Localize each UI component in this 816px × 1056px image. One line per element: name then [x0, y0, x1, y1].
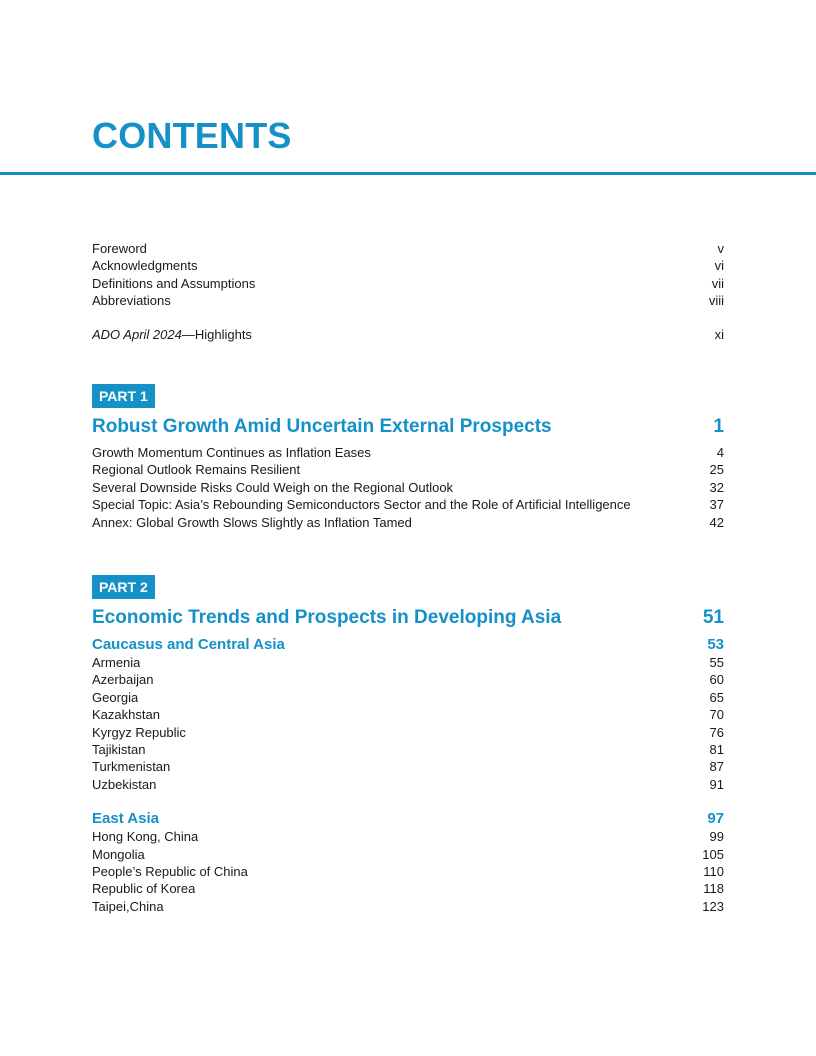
section-title: Caucasus and Central Asia — [92, 636, 285, 653]
toc-entry[interactable] — [92, 479, 724, 496]
toc-entry[interactable] — [92, 706, 724, 723]
toc-entry-page: 118 — [703, 881, 724, 897]
toc-entry[interactable] — [92, 444, 724, 461]
toc-entry-page: 42 — [709, 514, 724, 530]
toc-entry-label: Abbreviations — [92, 293, 171, 309]
toc-entry-label: Special Topic: Asia’s Rebounding Semiconductors Sector and the Role of Artificial Intelligence — [92, 497, 631, 513]
toc-entry-label: Definitions and Assumptions — [92, 275, 256, 291]
toc-entry-label: Kazakhstan — [92, 707, 160, 723]
toc-entry-page: 123 — [702, 898, 724, 914]
toc-entry-page: viii — [708, 293, 724, 309]
toc-entry-label: Several Downside Risks Could Weigh on the Regional Outlook — [92, 479, 454, 495]
toc-entry-label: People’s Republic of China — [92, 863, 248, 879]
part2-block — [92, 575, 724, 915]
toc-entry-abbreviations[interactable] — [92, 292, 724, 309]
highlights-entry-wrap — [92, 326, 724, 343]
section-title: East Asia — [92, 810, 159, 828]
highlights-rest-label: —Highlights — [181, 327, 252, 342]
toc-entry-page: vi — [714, 258, 724, 274]
toc-entry-page: 81 — [709, 741, 724, 757]
toc-entry[interactable] — [92, 514, 724, 531]
toc-entry[interactable] — [92, 461, 724, 478]
front-matter-list — [92, 240, 724, 310]
toc-entry[interactable] — [92, 846, 724, 863]
toc-entry-page: 105 — [702, 846, 724, 862]
toc-entry-label: Taipei,China — [92, 898, 164, 914]
part1-badge: PART 1 — [92, 384, 155, 408]
toc-entry-page: 91 — [709, 776, 724, 792]
toc-entry-highlights[interactable] — [92, 326, 724, 343]
toc-entry-definitions[interactable] — [92, 275, 724, 292]
toc-entry-page: v — [717, 241, 724, 256]
toc-entry[interactable] — [92, 724, 724, 741]
toc-entry-label: Growth Momentum Continues as Inflation Eases — [92, 445, 371, 460]
toc-entry-label: Hong Kong, China — [92, 829, 199, 845]
toc-entry-page: 55 — [709, 655, 724, 670]
section-page: 53 — [707, 636, 724, 653]
part2-title-row[interactable] — [92, 605, 724, 631]
toc-entry-label: Uzbekistan — [92, 776, 157, 792]
toc-entry-page: vii — [711, 275, 724, 291]
toc-entry[interactable] — [92, 898, 724, 915]
toc-entry-label: Regional Outlook Remains Resilient — [92, 462, 301, 478]
toc-entry-label: Acknowledgments — [92, 258, 198, 274]
toc-entry[interactable] — [92, 496, 724, 513]
toc-entry-page: xi — [714, 327, 724, 342]
part2-badge: PART 2 — [92, 575, 155, 599]
toc-entry-page: 4 — [716, 445, 724, 460]
part1-block — [92, 384, 724, 531]
section-title-row[interactable] — [92, 635, 724, 654]
toc-entry-acknowledgments[interactable] — [92, 257, 724, 274]
toc-entry-foreword[interactable] — [92, 240, 724, 257]
toc-entry-page: 110 — [703, 863, 724, 879]
toc-entry-label: Turkmenistan — [92, 759, 171, 775]
toc-entry-page: 60 — [709, 672, 724, 688]
toc-entry[interactable] — [92, 758, 724, 775]
toc-entry-page: 99 — [709, 829, 724, 845]
toc-entry-page: 76 — [709, 724, 724, 740]
toc-entry-label: Republic of Korea — [92, 881, 196, 897]
title-rule — [0, 172, 816, 175]
part1-title-row[interactable] — [92, 414, 724, 440]
toc-entry[interactable] — [92, 828, 724, 845]
toc-entry-label: Azerbaijan — [92, 672, 154, 688]
toc-entry[interactable] — [92, 880, 724, 897]
toc-entry[interactable] — [92, 863, 724, 880]
toc-entry-label: Annex: Global Growth Slows Slightly as Inflation Tamed — [92, 514, 412, 530]
section-page: 97 — [707, 810, 724, 828]
section-title-row[interactable] — [92, 809, 724, 828]
toc-entry[interactable] — [92, 741, 724, 758]
toc-entry-label: Kyrgyz Republic — [92, 724, 186, 740]
page-title: CONTENTS — [92, 115, 292, 156]
toc-entry-label: Georgia — [92, 689, 139, 705]
toc-entry[interactable] — [92, 654, 724, 671]
toc-entry-label — [92, 326, 252, 343]
part1-page: 1 — [713, 416, 724, 437]
toc-entry-label: Mongolia — [92, 846, 145, 862]
toc-entry-label: Tajikistan — [92, 741, 146, 757]
toc-entry-page: 65 — [709, 689, 724, 705]
part2-title: Economic Trends and Prospects in Developing Asia — [92, 607, 562, 628]
toc-entry-page: 87 — [709, 759, 724, 775]
toc-entry[interactable] — [92, 689, 724, 706]
toc-entry-page: 70 — [709, 707, 724, 723]
toc-entry-label: Foreword — [92, 241, 147, 256]
toc-entry[interactable] — [92, 776, 724, 793]
part2-page: 51 — [702, 607, 724, 628]
toc-entry[interactable] — [92, 671, 724, 688]
toc-entry-page: 32 — [709, 479, 724, 495]
toc-entry-page: 25 — [709, 462, 724, 478]
part1-title: Robust Growth Amid Uncertain External Prospects — [92, 416, 552, 437]
toc-entry-label: Armenia — [92, 655, 141, 670]
toc-entry-page: 37 — [709, 497, 724, 513]
highlights-italic-label: ADO April 2024 — [92, 327, 182, 342]
